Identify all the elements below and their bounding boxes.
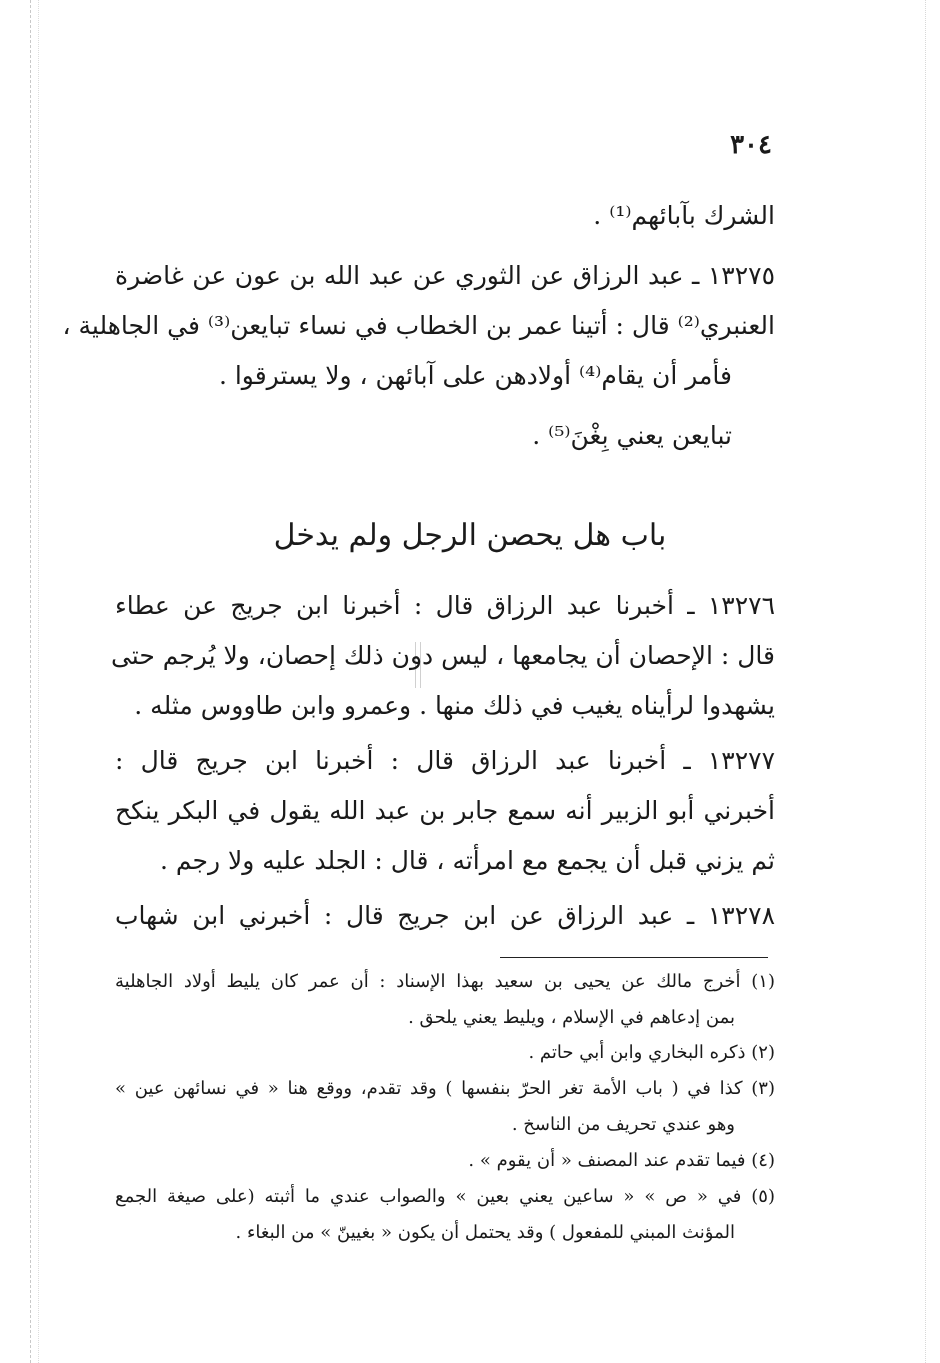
footnote-5-line-1: (٥) في « ص » « ساعين يعني بعين » والصواب عندي ما أثبته (على صيغة الجمع — [115, 1186, 775, 1207]
entry-13275-line-2: العنبري⁽²⁾ قال : أتينا عمر بن الخطاب في نساء تبايعن⁽³⁾ في الجاهلية ، — [62, 311, 775, 340]
entry-13277-line-3: ثم يزني قبل أن يجمع مع امرأته ، قال : الجلد عليه ولا رجم . — [159, 846, 775, 875]
entry-13276-line-1: ١٣٢٧٦ ـ أخبرنا عبد الرزاق قال : أخبرنا ابن جريج عن عطاء — [115, 591, 775, 620]
scan-edge-right — [925, 0, 926, 1363]
footnote-separator — [500, 957, 768, 958]
entry-13275-line-1: ١٣٢٧٥ ـ عبد الرزاق عن الثوري عن عبد الله بن عون عن غاضرة — [115, 261, 775, 290]
scan-edge-left-inner — [38, 0, 39, 1363]
footnote-5-line-2: المؤنث المبني للمفعول ) وقد يحتمل أن يكون « بغيينّ » من البغاء . — [235, 1222, 735, 1243]
footnote-2: (٢) ذكره البخاري وابن أبي حاتم . — [528, 1042, 775, 1063]
entry-13277-line-2: أخبرني أبو الزبير أنه سمع جابر بن عبد الله يقول في البكر ينكح — [115, 796, 775, 825]
footnote-3-line-2: وهو عندي تحريف من الناسخ . — [511, 1114, 735, 1135]
footnote-3-line-1: (٣) كذا في ( باب الأمة تغر الحرّ بنفسها ) وقد تقدم، ووقع هنا « في نسائهن عين » — [115, 1078, 775, 1099]
footnote-4: (٤) فيما تقدم عند المصنف « أن يقوم » . — [468, 1150, 775, 1171]
section-heading: باب هل يحصن الرجل ولم يدخل — [273, 518, 667, 553]
entry-13275-line-3: فأمر أن يقام⁽⁴⁾ أولادهن على آبائهن ، ولا يسترقوا . — [218, 361, 732, 390]
entry-13278-line-1: ١٣٢٧٨ ـ عبد الرزاق عن ابن جريج قال : أخبرني ابن شهاب — [115, 901, 775, 930]
entry-13277-line-1: ١٣٢٧٧ ـ أخبرنا عبد الرزاق قال : أخبرنا ابن جريج قال : — [115, 746, 775, 775]
entry-13275-line-4: تبايعن يعني بِغْنَ⁽⁵⁾ . — [532, 421, 732, 450]
page-number: ٣٠٤ — [730, 130, 772, 160]
continuation-line: الشرك بآبائهم⁽¹⁾ . — [593, 201, 775, 230]
footnote-1-line-1: (١) أخرج مالك عن يحيى بن سعيد بهذا الإسناد : أن عمر كان يليط أولاد الجاهلية — [115, 971, 775, 992]
scan-edge-left — [30, 0, 31, 1363]
footnote-1-line-2: بمن إدعاهم في الإسلام ، ويليط يعني يلحق . — [408, 1007, 735, 1028]
entry-13276-line-3: يشهدوا لرأيناه يغيب في ذلك منها . وعمرو وابن طاووس مثله . — [134, 691, 775, 720]
entry-13276-line-2: قال : الإحصان أن يجامعها ، ليس دون ذلك إحصان، ولا يُرجم حتى — [110, 641, 775, 670]
